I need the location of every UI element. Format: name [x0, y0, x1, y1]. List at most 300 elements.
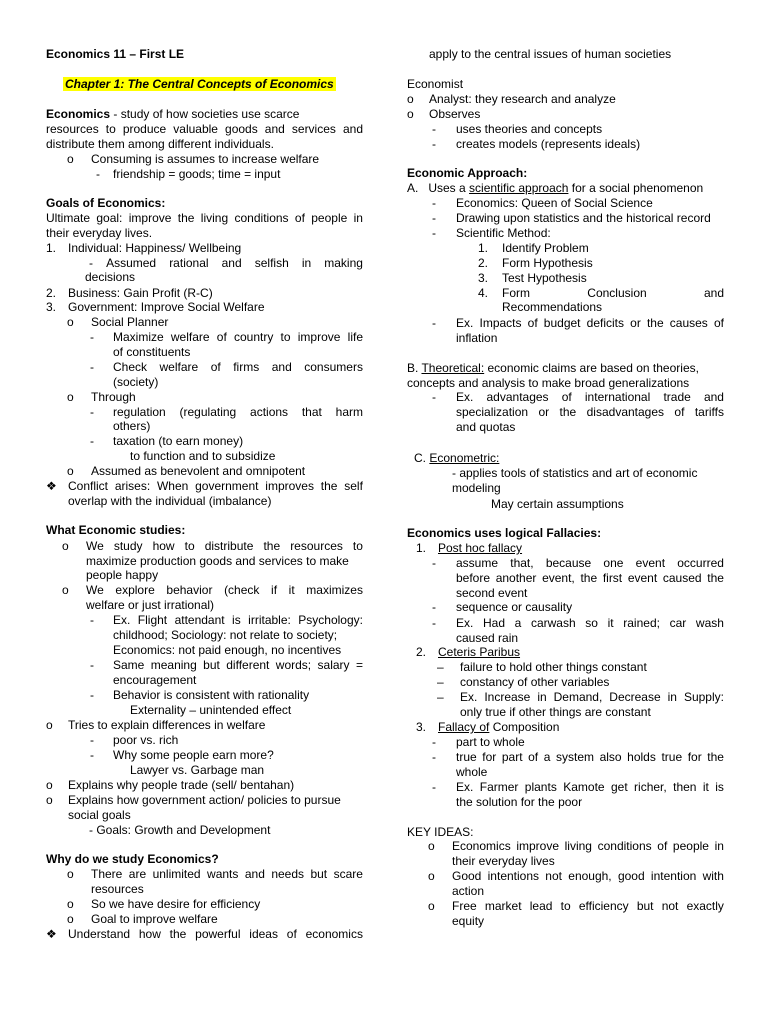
- word: Same: [113, 658, 145, 672]
- list-bullet: -: [90, 748, 94, 762]
- word: rational: [169, 256, 209, 270]
- word: ideas: [249, 927, 278, 941]
- word: welfare: [159, 360, 199, 374]
- word: Conclusion: [587, 286, 647, 300]
- text-line: Recommendations: [502, 300, 603, 314]
- word: carwash: [530, 616, 576, 630]
- word: not: [545, 869, 562, 883]
- word: We: [86, 539, 104, 553]
- word: Ex.: [456, 616, 474, 630]
- word: the: [646, 316, 664, 330]
- text-line: of constituents: [113, 345, 191, 359]
- word: conditions: [597, 839, 652, 853]
- word: firms: [233, 360, 260, 374]
- word: one: [603, 556, 624, 570]
- word: tariffs: [694, 405, 724, 419]
- word: people: [672, 839, 709, 853]
- word: system: [555, 750, 594, 764]
- word: Decrease: [609, 690, 661, 704]
- text-line: poor vs. rich: [113, 733, 179, 747]
- word: Maximize: [113, 330, 164, 344]
- text-line: Consuming is assumes to increase welfare: [91, 152, 320, 166]
- word: also: [599, 750, 622, 764]
- word: plants: [524, 780, 557, 794]
- text-line: - applies tools of statistics and art of economic: [452, 466, 698, 480]
- text-line: equity: [452, 914, 485, 928]
- word: regulation: [113, 405, 166, 419]
- list-bullet: -: [432, 600, 436, 614]
- text-line: uses theories and concepts: [456, 122, 603, 136]
- list-bullet: -: [432, 211, 436, 225]
- text-line: sequence or causality: [456, 600, 573, 614]
- word: Ex.: [456, 390, 474, 404]
- text-line: Tries to explain differences in welfare: [68, 718, 266, 732]
- text-line: Behavior is consistent with rationality: [113, 688, 310, 702]
- text-line: [414, 451, 499, 466]
- list-bullet: -: [432, 735, 436, 749]
- list-bullet: o: [67, 390, 74, 404]
- word: goods: [225, 122, 258, 136]
- word: (check: [224, 583, 260, 597]
- text-segment: Composition: [489, 720, 560, 734]
- section-heading: Economics uses logical Fallacies:: [407, 526, 602, 540]
- list-bullet: -: [432, 196, 436, 210]
- text-line: Explains how government action/ policies to pursue: [68, 793, 341, 807]
- word: Demand,: [553, 690, 603, 704]
- word: in: [353, 211, 363, 225]
- word: improve: [128, 211, 172, 225]
- text-line: distribute them among different individuals.: [46, 137, 274, 151]
- list-bullet: -: [90, 360, 94, 374]
- text-line: Business: Gain Profit (R-C): [68, 286, 213, 300]
- word: =: [355, 658, 363, 672]
- text-line: (society): [113, 375, 159, 389]
- section-heading: Why do we study Economics?: [46, 852, 219, 866]
- word: in: [714, 839, 724, 853]
- text-line: second event: [456, 586, 528, 600]
- text-line: [456, 780, 724, 795]
- word: to: [184, 539, 195, 553]
- list-bullet: –: [437, 660, 444, 674]
- word: living: [564, 839, 592, 853]
- word: and: [342, 122, 363, 136]
- word: of: [713, 316, 724, 330]
- list-bullet: -: [432, 616, 436, 630]
- text-line: Observes: [429, 107, 481, 121]
- text-line: overlap with the individual (imbalance): [68, 494, 272, 508]
- word: because: [545, 556, 592, 570]
- word: different: [226, 658, 270, 672]
- text-line: [456, 405, 724, 420]
- word: Economics: [452, 839, 511, 853]
- section-heading: Economic Approach:: [407, 166, 528, 180]
- word: that: [301, 405, 322, 419]
- list-bullet: -: [96, 167, 100, 181]
- word: rained;: [623, 616, 660, 630]
- text-line: [86, 539, 363, 554]
- text-line: [113, 613, 363, 628]
- word: to: [352, 539, 363, 553]
- list-bullet: 2.: [46, 286, 57, 300]
- word: Assumed: [106, 256, 157, 270]
- word: words;: [275, 658, 312, 672]
- word: part: [501, 750, 523, 764]
- word: making: [324, 256, 363, 270]
- text-line: others): [113, 419, 151, 433]
- text-line: Economics: not paid enough, no incentives: [113, 643, 342, 657]
- text-line: [456, 390, 724, 405]
- word: the: [707, 750, 724, 764]
- word: selfish: [254, 256, 289, 270]
- text-segment: A. Uses a: [407, 181, 470, 195]
- word: (regulating: [179, 405, 237, 419]
- list-bullet: -: [90, 405, 94, 419]
- word: scare: [333, 867, 363, 881]
- word: in: [301, 256, 312, 270]
- word: but: [203, 658, 220, 672]
- word: good: [617, 869, 645, 883]
- list-bullet: -: [432, 390, 436, 404]
- list-bullet: -: [90, 688, 94, 702]
- list-bullet: 4.: [478, 286, 489, 300]
- word: for: [482, 750, 497, 764]
- word: so: [585, 616, 598, 630]
- text-line: Ceteris Paribus: [438, 645, 521, 659]
- text-line: [452, 869, 724, 884]
- list-bullet: o: [62, 539, 69, 553]
- word: trade: [663, 390, 691, 404]
- text-line: [452, 839, 724, 854]
- word: maximizes: [306, 583, 363, 597]
- word: self: [344, 479, 363, 493]
- text-line: concepts and analysis to make broad generalizations: [407, 376, 690, 390]
- text-line: [113, 658, 363, 673]
- word: a: [543, 750, 551, 764]
- text-line: inflation: [456, 331, 498, 345]
- word: of: [294, 211, 305, 225]
- word: specialization: [456, 405, 529, 419]
- word: irritable:: [248, 613, 291, 627]
- text-line: encouragement: [113, 673, 197, 687]
- list-bullet: -: [90, 658, 94, 672]
- word: it: [288, 583, 295, 597]
- chapter-title: [63, 77, 336, 92]
- word: disadvantages: [586, 405, 665, 419]
- list-bullet: 2.: [416, 645, 427, 659]
- text-line: Why some people earn more?: [113, 748, 274, 762]
- list-bullet: 2.: [478, 256, 489, 270]
- list-bullet: -: [432, 226, 436, 240]
- word: Had: [482, 616, 505, 630]
- text-line: [452, 899, 724, 914]
- word: attendant: [174, 613, 225, 627]
- text-line: failure to hold other things constant: [460, 660, 647, 674]
- word: in: [667, 690, 677, 704]
- word: living: [200, 211, 229, 225]
- word: event,: [542, 571, 575, 585]
- word: Farmer: [479, 780, 519, 794]
- word: Form: [502, 286, 530, 300]
- word: richer,: [634, 780, 667, 794]
- word: Increase: [484, 690, 531, 704]
- word: There: [91, 867, 123, 881]
- word: Supply:: [683, 690, 724, 704]
- text-line: Externality – unintended effect: [130, 703, 292, 717]
- list-bullet: -: [90, 330, 94, 344]
- text-line: [89, 256, 363, 271]
- word: salary: [317, 658, 350, 672]
- text-line: action: [452, 884, 485, 898]
- text-segment: B.: [407, 361, 422, 375]
- word: the: [320, 479, 338, 493]
- text-segment: C.: [414, 451, 430, 465]
- word: of: [527, 316, 538, 330]
- word: powerful: [195, 927, 241, 941]
- word: another: [495, 571, 537, 585]
- text-line: [456, 750, 724, 765]
- word: how: [152, 539, 175, 553]
- word: explore: [115, 583, 155, 597]
- word: to: [105, 122, 116, 136]
- text-segment: for a social phenomenon: [568, 181, 704, 195]
- list-bullet: -: [432, 556, 436, 570]
- word: produce: [122, 122, 167, 136]
- text-line: [407, 181, 703, 196]
- word: then: [673, 780, 697, 794]
- list-bullet: o: [67, 912, 74, 926]
- text-line: friendship = goods; time = input: [113, 167, 281, 181]
- text-line: taxation (to earn money): [113, 434, 244, 448]
- text-line: [502, 286, 724, 301]
- word: goal:: [96, 211, 123, 225]
- list-bullet: -: [90, 613, 94, 627]
- word: Impacts: [479, 316, 522, 330]
- text-segment: Economics: [46, 107, 111, 121]
- word: unlimited: [152, 867, 201, 881]
- word: market: [484, 899, 522, 913]
- text-line: [68, 927, 363, 942]
- word: assume: [456, 556, 499, 570]
- word: is: [715, 780, 724, 794]
- text-line: apply to the central issues of human societies: [429, 47, 672, 61]
- word: of: [561, 390, 572, 404]
- word: but: [636, 899, 654, 913]
- word: consumers: [304, 360, 363, 374]
- list-bullet: o: [46, 778, 53, 792]
- text-line: [86, 583, 363, 598]
- text-line: [113, 330, 363, 345]
- word: before: [456, 571, 491, 585]
- list-bullet: o: [428, 899, 435, 913]
- text-line: Lawyer vs. Garbage man: [130, 763, 265, 777]
- word: of: [216, 330, 227, 344]
- text-line: Post hoc fallacy: [438, 541, 523, 555]
- word: holds: [627, 750, 656, 764]
- word: for: [687, 750, 702, 764]
- list-bullet: -: [90, 733, 94, 747]
- word: and: [271, 360, 292, 374]
- word: Ex.: [113, 613, 131, 627]
- word: of: [210, 360, 221, 374]
- word: Kamote: [563, 780, 605, 794]
- text-line: their everyday lives.: [46, 226, 153, 240]
- word: it: [607, 616, 614, 630]
- text-line: and quotas: [456, 420, 516, 434]
- word: resources: [46, 122, 99, 136]
- text-line: [456, 571, 724, 586]
- text-line: [456, 556, 724, 571]
- text-line: people happy: [86, 568, 159, 582]
- word: Psychology:: [298, 613, 363, 627]
- word: Ex.: [456, 316, 474, 330]
- word: the: [580, 571, 598, 585]
- word: with: [702, 869, 724, 883]
- word: international: [584, 390, 651, 404]
- word: event: [635, 556, 666, 570]
- word: to: [560, 899, 571, 913]
- text-line: childhood; Sociology: not relate to society;: [113, 628, 338, 642]
- word: Ex.: [456, 780, 474, 794]
- word: Free: [452, 899, 477, 913]
- list-bullet: –: [437, 690, 444, 704]
- text-line: modeling: [452, 481, 501, 495]
- word: improves: [265, 479, 314, 493]
- word: of: [528, 750, 539, 764]
- word: true: [661, 750, 683, 764]
- word: is: [232, 613, 241, 627]
- word: causes: [669, 316, 708, 330]
- text-line: Government: Improve Social Welfare: [68, 300, 265, 314]
- list-bullet: o: [428, 869, 435, 883]
- list-bullet: –: [437, 675, 444, 689]
- text-line: KEY IDEAS:: [407, 825, 474, 839]
- text-line: May certain assumptions: [491, 497, 624, 511]
- word: Ex.: [460, 690, 478, 704]
- word: When: [156, 479, 189, 493]
- word: life: [347, 330, 363, 344]
- word: and: [703, 286, 724, 300]
- text-line: to function and to subsidize: [130, 449, 276, 463]
- text-line: [113, 360, 363, 375]
- word: lead: [529, 899, 553, 913]
- word: intentions: [487, 869, 540, 883]
- list-bullet: 1.: [46, 241, 57, 255]
- list-bullet: o: [67, 867, 74, 881]
- text-line: [46, 107, 299, 122]
- text-segment: Theoretical:: [421, 361, 485, 375]
- word: Conflict: [68, 479, 109, 493]
- list-bullet: ❖: [46, 927, 57, 941]
- word: resources: [290, 539, 343, 553]
- word: and: [221, 256, 242, 270]
- word: enough,: [568, 869, 612, 883]
- word: advantages: [486, 390, 549, 404]
- word: distribute: [204, 539, 254, 553]
- text-line: [113, 405, 363, 420]
- text-line: Assumed as benevolent and omnipotent: [91, 464, 306, 478]
- text-line: Scientific Method:: [456, 226, 551, 240]
- word: and: [244, 867, 265, 881]
- list-bullet: o: [46, 793, 53, 807]
- text-line: Through: [91, 390, 136, 404]
- text-line: caused rain: [456, 631, 519, 645]
- text-line: [456, 616, 724, 631]
- text-line: Explains why people trade (sell/ bentahan): [68, 778, 295, 792]
- word: actions: [250, 405, 289, 419]
- word: intention: [650, 869, 697, 883]
- text-line: whole: [456, 765, 488, 779]
- list-bullet: -: [432, 137, 436, 151]
- text-line: welfare or just irrational): [86, 598, 215, 612]
- word: car: [669, 616, 687, 630]
- text-line: Test Hypothesis: [502, 271, 587, 285]
- word: Understand: [68, 927, 131, 941]
- text-segment: economic claims are based on theories,: [484, 361, 699, 375]
- list-bullet: -: [90, 434, 94, 448]
- list-bullet: o: [407, 92, 414, 106]
- list-bullet: -: [432, 750, 436, 764]
- list-bullet: o: [407, 107, 414, 121]
- word: behavior: [166, 583, 213, 597]
- word: economics: [305, 927, 363, 941]
- word: and: [703, 390, 724, 404]
- word: people: [311, 211, 348, 225]
- list-bullet: 3.: [478, 271, 489, 285]
- list-bullet: o: [67, 464, 74, 478]
- list-bullet: ❖: [46, 479, 57, 493]
- text-segment: - study of how societies use scarce: [110, 107, 300, 121]
- list-bullet: 1.: [478, 241, 489, 255]
- word: are: [128, 867, 147, 881]
- word: the: [559, 405, 577, 419]
- list-bullet: 3.: [46, 300, 57, 314]
- word: We: [86, 583, 104, 597]
- word: meaning: [150, 658, 197, 672]
- word: Flight: [137, 613, 168, 627]
- text-line: social goals: [68, 808, 131, 822]
- word: deficits: [586, 316, 624, 330]
- text-line: Identify Problem: [502, 241, 589, 255]
- text-line: Individual: Happiness/ Wellbeing: [68, 241, 242, 255]
- word: arises:: [114, 479, 151, 493]
- list-bullet: o: [46, 718, 53, 732]
- text-line: Analyst: they research and analyze: [429, 92, 616, 106]
- word: exactly: [686, 899, 724, 913]
- text-line: [438, 720, 559, 735]
- text-line: - Goals: Growth and Development: [89, 823, 271, 837]
- word: the: [177, 211, 195, 225]
- word: or: [630, 316, 641, 330]
- text-line: [91, 867, 363, 882]
- list-bullet: -: [432, 122, 436, 136]
- word: not: [661, 899, 679, 913]
- word: caused: [662, 571, 702, 585]
- text-line: their everyday lives: [452, 854, 555, 868]
- text-line: decisions: [85, 270, 136, 284]
- text-line: creates models (represents ideals): [456, 137, 641, 151]
- word: first: [602, 571, 623, 585]
- word: it: [702, 780, 709, 794]
- word: in: [537, 690, 547, 704]
- list-bullet: 1.: [416, 541, 427, 555]
- text-line: only true if other things are constant: [460, 705, 651, 719]
- text-line: [46, 211, 363, 226]
- word: but: [310, 867, 328, 881]
- text-line: [46, 122, 363, 137]
- text-segment: Fallacy of: [438, 720, 490, 734]
- word: study: [113, 539, 143, 553]
- section-heading: Economics 11 – First LE: [46, 47, 185, 61]
